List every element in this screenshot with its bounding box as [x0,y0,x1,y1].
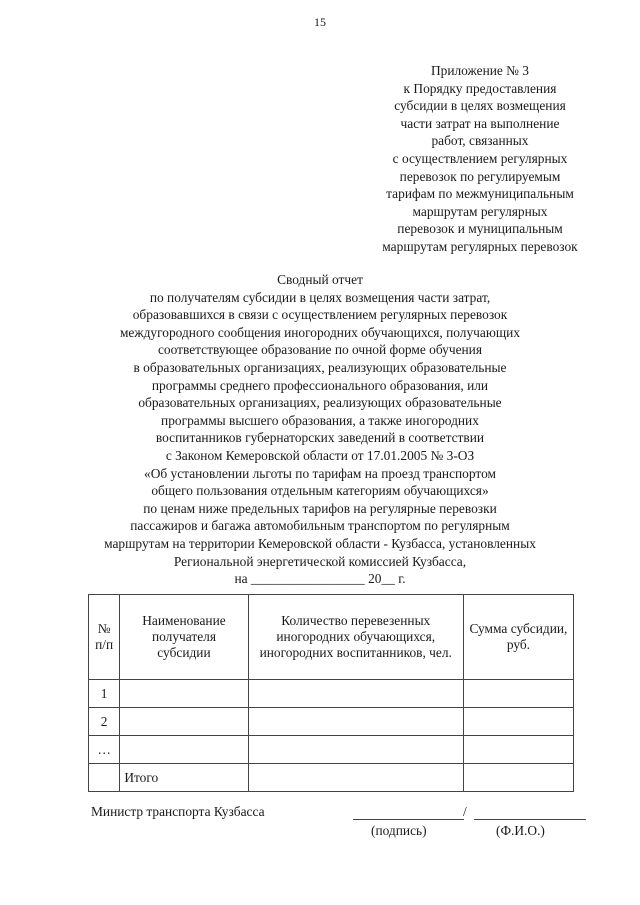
row-name-cell [120,736,248,764]
row-sum-cell [463,680,573,708]
row-name-cell [120,708,248,736]
row-quantity-cell [248,708,463,736]
table-header-row [89,595,574,680]
report-title-line: воспитанников губернаторских заведений в соответствии [155,430,485,446]
table-row [89,736,574,764]
report-title-line: образовательных организациях, реализующих образовательные [138,395,502,411]
report-title-line: программы среднего профессионального образования, или [151,377,489,393]
row-quantity-cell [248,736,463,764]
appendix-line: перевозок по регулируемым [399,168,561,184]
fio-caption: (Ф.И.О.) [496,823,545,838]
report-title-line: по ценам ниже предельных тарифов на регулярные перевозки [143,500,497,516]
report-table [88,594,574,792]
table-row [89,708,574,736]
row-quantity-cell [248,764,463,792]
appendix-line: маршрутам регулярных перевозок [382,238,578,254]
total-label: Итого [120,764,248,792]
report-title-line: с Законом Кемеровской области от 17.01.2005 № 3-ОЗ [165,447,475,463]
table-total-row [89,764,574,792]
header-quantity: Количество перевезенных иногородних обучающихся, иногородних воспитанников, чел. [248,595,463,680]
appendix-line: маршрутам регулярных [412,203,548,219]
report-title-line: Сводный отчет [277,272,363,287]
signature-block [91,803,611,843]
row-sum-cell [463,708,573,736]
report-title-line: междугородного сообщения иногородних обучающихся, получающих [119,324,521,340]
signature-line [353,819,464,820]
appendix-line: субсидии в целях возмещения [394,98,566,114]
header-num: № п/п [89,595,120,680]
appendix-line: к Порядку предоставления [403,80,557,96]
row-sum-cell [463,736,573,764]
report-title-line: программы высшего образования, а также иногородних [161,412,479,428]
report-date-line: на _________________ 20__ г. [234,571,406,587]
report-title-line: маршрутам на территории Кемеровской области - Кузбасса, установленных [104,535,536,551]
row-num: 2 [89,708,120,736]
page-number: 15 [314,15,326,29]
report-title-line: в образовательных организациях, реализующих образовательные [133,359,507,375]
fio-line [474,819,586,820]
row-num: 1 [89,680,120,708]
header-sum: Сумма субсидии, руб. [463,595,573,680]
row-sum-cell [463,764,573,792]
row-quantity-cell [248,680,463,708]
minister-title: Министр транспорта Кузбасса [91,804,265,819]
row-name-cell [120,680,248,708]
appendix-line: части затрат на выполнение [400,115,560,131]
report-title-line: «Об установлении льготы по тарифам на проезд транспортом [144,465,496,481]
appendix-header [340,62,620,256]
report-title-line: общего пользования отдельным категориям обучающихся» [151,483,489,499]
appendix-line: Приложение № 3 [430,63,530,78]
signature-caption: (подпись) [371,823,427,838]
table-row [89,680,574,708]
report-title-line: образовавшихся в связи с осуществлением регулярных перевозок [132,307,508,323]
appendix-line: тарифам по межмуниципальным [386,186,574,202]
appendix-line: работ, связанных [431,133,529,149]
report-title [40,271,600,588]
row-num [89,764,120,792]
signature-slash: / [463,804,467,819]
appendix-line: перевозок и муниципальным [397,221,563,237]
report-title-line: соответствующее образование по очной форме обучения [157,342,483,358]
report-title-line: пассажиров и багажа автомобильным транспортом по регулярным [130,518,510,534]
row-num: … [89,736,120,764]
report-title-line: по получателям субсидии в целях возмещения части затрат, [149,289,491,305]
appendix-line: с осуществлением регулярных [392,150,568,166]
report-title-line: Региональной энергетической комиссией Кузбасса, [173,553,467,569]
header-name: Наименование получателя субсидии [120,595,248,680]
